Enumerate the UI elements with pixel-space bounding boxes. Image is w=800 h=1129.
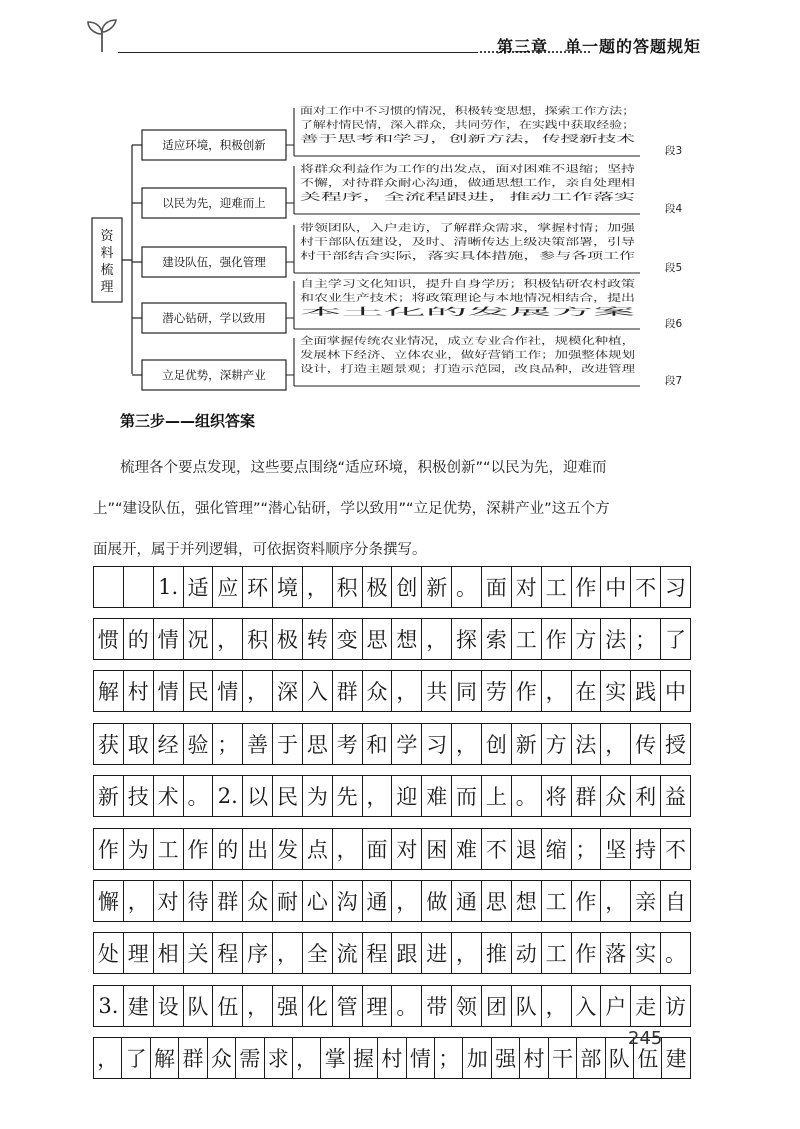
grid-cell: 益 — [664, 785, 686, 809]
grid-row — [93, 985, 691, 1027]
grid-cell: 了 — [122, 1038, 150, 1078]
grid-cell: 沟 — [333, 881, 363, 921]
grid-cell: 授 — [664, 733, 686, 757]
grid-row — [93, 1037, 691, 1079]
grid-cell: 民 — [184, 671, 214, 711]
grid-cell: 村 — [124, 671, 154, 711]
grid-cell: 作 — [94, 829, 124, 869]
grid-cell: 点 — [303, 829, 333, 869]
grid-cell: 取 — [124, 724, 154, 764]
grid-cell: 极 — [363, 567, 393, 607]
body-text-line: 梳理各个要点发现，这些要点围绕“适应环境，积极创新”“以民为先，迎难而 — [120, 460, 607, 476]
grid-cell: 群 — [213, 881, 243, 921]
grid-cell: 习 — [422, 724, 452, 764]
grid-cell: 作 — [572, 567, 602, 607]
grid-cell: 进 — [422, 933, 452, 973]
grid-cell: 面 — [482, 567, 512, 607]
grid-cell: 掌 — [321, 1038, 349, 1078]
grid-cell — [94, 567, 124, 607]
grid-cell: 干 — [549, 1038, 577, 1078]
grid-cell: 不 — [631, 567, 661, 607]
grid-cell: 于 — [273, 724, 303, 764]
mindmap-paragraph-ref: 段6 — [665, 318, 683, 330]
grid-cell: ， — [124, 881, 154, 921]
grid-cell: 想 — [512, 881, 542, 921]
grid-cell: 面 — [363, 829, 393, 869]
grid-cell: 方 — [572, 619, 602, 659]
grid-cell: 经 — [154, 724, 184, 764]
grid-cell: 队 — [512, 986, 542, 1026]
grid-cell: 序 — [243, 933, 273, 973]
mindmap-branch-label: 潜心钻研，学以致用 — [162, 311, 266, 325]
grid-cell: 群 — [179, 1038, 207, 1078]
grid-cell: 惯 — [94, 619, 124, 659]
grid-cell: 众 — [208, 1038, 236, 1078]
grid-row — [93, 566, 691, 608]
grid-cell: 探 — [452, 619, 482, 659]
grid-cell: 工 — [542, 933, 572, 973]
grid-cell: 化 — [303, 986, 333, 1026]
grid-cell: 退 — [512, 829, 542, 869]
body-text-line: 面展开，属于并列逻辑，可依据资料顺序分条撰写。 — [93, 542, 427, 558]
grid-cell: ， — [293, 1038, 321, 1078]
grid-cell: 为 — [124, 829, 154, 869]
grid-cell: ， — [542, 986, 572, 1026]
grid-cell: 。 — [452, 567, 482, 607]
grid-cell: 中 — [601, 567, 631, 607]
grid-cell: 习 — [664, 576, 686, 600]
grid-cell: 需 — [236, 1038, 264, 1078]
grid-cell: 作 — [572, 933, 602, 973]
grid-cell: 先 — [333, 776, 363, 816]
grid-cell: 情 — [154, 619, 184, 659]
grid-cell: 工 — [542, 881, 572, 921]
grid-cell — [124, 567, 154, 607]
grid-cell: 部 — [577, 1038, 605, 1078]
grid-row — [93, 723, 691, 765]
grid-cell: 民 — [273, 776, 303, 816]
grid-cell: 。 — [512, 776, 542, 816]
grid-cell: 况 — [184, 619, 214, 659]
mindmap-description-line: 自主学习文化知识，提升自身学历；积极钻研农村政策 — [300, 279, 529, 290]
grid-cell: 新 — [422, 567, 452, 607]
grid-cell: 作 — [512, 671, 542, 711]
mindmap-paragraph-ref: 段4 — [665, 203, 683, 215]
grid-cell: 难 — [422, 776, 452, 816]
grid-cell: 新 — [512, 724, 542, 764]
grid-cell: 众 — [243, 881, 273, 921]
mindmap-description-line: 关程序，全流程跟进，推动工作落实 — [300, 192, 453, 203]
grid-cell: 强 — [273, 986, 303, 1026]
grid-cell: 的 — [213, 829, 243, 869]
header-rule — [118, 52, 478, 53]
grid-cell: 建 — [665, 1047, 687, 1071]
grid-row — [93, 828, 691, 870]
grid-cell: 管 — [333, 986, 363, 1026]
grid-cell: ， — [392, 881, 422, 921]
mindmap-root-label-3: 理 — [100, 280, 114, 295]
grid-cell: 转 — [303, 619, 333, 659]
grid-cell: 在 — [572, 671, 602, 711]
grid-cell: 亲 — [631, 881, 661, 921]
grid-cell: 了 — [664, 628, 686, 652]
grid-cell: 作 — [184, 829, 214, 869]
grid-cell: 关 — [184, 933, 214, 973]
grid-cell: 相 — [154, 933, 184, 973]
mindmap-root-label-0: 资 — [100, 229, 114, 244]
grid-cell: 技 — [124, 776, 154, 816]
mindmap-description-line: 面对工作中不习惯的情况，积极转变思想，探索工作方法； — [300, 106, 548, 117]
grid-cell: 考 — [333, 724, 363, 764]
mind-map — [80, 90, 720, 400]
grid-cell: 理 — [124, 933, 154, 973]
grid-cell: 2. — [213, 776, 243, 816]
mindmap-description-line: 设计，打造主题景观；打造示范园，改良品种，改进管理 — [300, 364, 538, 375]
grid-cell: 通 — [452, 881, 482, 921]
grid-cell: 同 — [452, 671, 482, 711]
grid-cell: 的 — [124, 619, 154, 659]
grid-cell: 动 — [512, 933, 542, 973]
grid-cell: 理 — [363, 986, 393, 1026]
grid-cell: 法 — [601, 619, 631, 659]
mindmap-root-label-2: 梳 — [100, 263, 114, 278]
grid-cell: ， — [542, 671, 572, 711]
grid-cell: 将 — [542, 776, 572, 816]
mindmap-description-line: 村干部结合实际，落实具体措施，参与各项工作 — [300, 251, 500, 262]
grid-cell: 自 — [664, 890, 686, 914]
grid-cell: 积 — [333, 567, 363, 607]
mindmap-description-line: 全面掌握传统农业情况，成立专业合作社，规模化种植， — [300, 336, 538, 347]
grid-cell: 以 — [243, 776, 273, 816]
grid-row — [93, 670, 691, 712]
grid-cell: 入 — [572, 986, 602, 1026]
grid-cell: 不 — [664, 838, 686, 862]
grid-cell: 程 — [363, 933, 393, 973]
grid-cell: ， — [601, 881, 631, 921]
grid-cell: 群 — [333, 671, 363, 711]
grid-cell: 思 — [482, 881, 512, 921]
grid-cell: 村 — [520, 1038, 548, 1078]
grid-cell: 。 — [392, 986, 422, 1026]
grid-cell: 户 — [601, 986, 631, 1026]
grid-cell: 队 — [606, 1038, 634, 1078]
grid-cell: 懈 — [94, 881, 124, 921]
grid-cell: 群 — [572, 776, 602, 816]
grid-cell: 全 — [303, 933, 333, 973]
grid-cell: 劳 — [482, 671, 512, 711]
mindmap-paragraph-ref: 段7 — [665, 375, 683, 387]
grid-cell: 难 — [452, 829, 482, 869]
grid-cell: 握 — [350, 1038, 378, 1078]
step-heading: 第三步——组织答案 — [120, 412, 256, 430]
grid-cell: 善 — [243, 724, 273, 764]
grid-cell: 伍 — [213, 986, 243, 1026]
grid-cell: 作 — [542, 619, 572, 659]
grid-cell: 利 — [631, 776, 661, 816]
grid-cell: 学 — [392, 724, 422, 764]
grid-cell: ； — [213, 724, 243, 764]
grid-cell: ， — [363, 776, 393, 816]
grid-cell: 应 — [213, 567, 243, 607]
mindmap-branch-label: 立足优势，深耕产业 — [162, 368, 266, 382]
mindmap-description-line: 了解村情民情，深入群众，共同劳作，在实践中获取经验； — [300, 120, 548, 131]
grid-cell: 坚 — [601, 829, 631, 869]
grid-cell: 和 — [363, 724, 393, 764]
grid-cell: 思 — [303, 724, 333, 764]
grid-cell: 领 — [452, 986, 482, 1026]
grid-cell: ， — [422, 619, 452, 659]
grid-cell: 创 — [392, 567, 422, 607]
grid-cell: 中 — [664, 680, 686, 704]
grid-cell: 加 — [463, 1038, 491, 1078]
grid-cell: 求 — [265, 1038, 293, 1078]
grid-cell: 获 — [94, 724, 124, 764]
grid-cell: 强 — [492, 1038, 520, 1078]
grid-cell: 解 — [151, 1038, 179, 1078]
grid-cell: 待 — [184, 881, 214, 921]
mindmap-description-line: 发展林下经济、立体农业，做好营销工作；加强整体规划 — [300, 350, 538, 361]
grid-cell: 众 — [601, 776, 631, 816]
grid-cell: 做 — [422, 881, 452, 921]
grid-cell: ， — [601, 724, 631, 764]
grid-cell: ； — [631, 619, 661, 659]
grid-cell: 工 — [154, 829, 184, 869]
grid-cell: 积 — [243, 619, 273, 659]
grid-cell: 发 — [273, 829, 303, 869]
grid-cell: 方 — [542, 724, 572, 764]
grid-cell: 法 — [572, 724, 602, 764]
grid-cell: 想 — [392, 619, 422, 659]
grid-cell: 共 — [422, 671, 452, 711]
grid-cell: 流 — [333, 933, 363, 973]
mindmap-trunk — [122, 145, 132, 374]
grid-cell: ， — [213, 619, 243, 659]
grid-cell: 通 — [363, 881, 393, 921]
mindmap-description-line: 村干部队伍建设，及时、清晰传达上级决策部署，引导 — [300, 237, 529, 248]
grid-cell: 术 — [154, 776, 184, 816]
grid-cell: 情 — [154, 671, 184, 711]
grid-cell: 建 — [124, 986, 154, 1026]
mindmap-description-line: 本土化的发展方案 — [300, 307, 377, 318]
grid-cell: 3. — [94, 986, 124, 1026]
grid-cell: 1. — [154, 567, 184, 607]
grid-cell: 众 — [363, 671, 393, 711]
mindmap-branch-label: 建设队伍，强化管理 — [162, 255, 266, 269]
grid-cell: ， — [94, 1038, 122, 1078]
grid-cell: 缩 — [542, 829, 572, 869]
grid-cell: 访 — [664, 995, 686, 1019]
grid-cell: 深 — [273, 671, 303, 711]
grid-cell: 新 — [94, 776, 124, 816]
grid-cell: 程 — [213, 933, 243, 973]
mindmap-description-line: 善于思考和学习，创新方法，传授新技术 — [300, 134, 472, 145]
grid-cell: 验 — [184, 724, 214, 764]
grid-cell: 索 — [482, 619, 512, 659]
grid-cell: ， — [273, 933, 303, 973]
grid-cell: 处 — [94, 933, 124, 973]
grid-cell: ； — [435, 1038, 463, 1078]
grid-cell: 创 — [482, 724, 512, 764]
grid-cell: 走 — [631, 986, 661, 1026]
grid-cell: 团 — [482, 986, 512, 1026]
grid-cell: ， — [333, 829, 363, 869]
grid-cell: 队 — [184, 986, 214, 1026]
grid-row — [93, 618, 691, 660]
page-number: 245 — [628, 1028, 663, 1049]
grid-cell: 极 — [273, 619, 303, 659]
grid-cell: 落 — [601, 933, 631, 973]
grid-cell: ， — [243, 671, 273, 711]
grid-cell: ， — [303, 567, 333, 607]
body-text-line: 上”“建设队伍，强化管理”“潜心钻研，学以致用”“立足优势，深耕产业”这五个方 — [93, 501, 610, 517]
mindmap-description-line: 将群众利益作为工作的出发点，面对困难不退缩；坚持 — [300, 164, 529, 175]
grid-row — [93, 775, 691, 817]
grid-cell: 适 — [184, 567, 214, 607]
grid-cell: 。 — [664, 942, 686, 966]
grid-cell: 。 — [184, 776, 214, 816]
grid-cell: 推 — [482, 933, 512, 973]
grid-cell: 心 — [303, 881, 333, 921]
grid-cell: 带 — [422, 986, 452, 1026]
grid-cell: 设 — [154, 986, 184, 1026]
grid-cell: 环 — [243, 567, 273, 607]
grid-cell: 持 — [631, 829, 661, 869]
grid-cell: 解 — [94, 671, 124, 711]
grid-cell: 不 — [482, 829, 512, 869]
grid-cell: 情 — [213, 671, 243, 711]
grid-cell: 上 — [482, 776, 512, 816]
grid-cell: 困 — [422, 829, 452, 869]
mindmap-root-label-1: 料 — [100, 246, 114, 261]
grid-row — [93, 932, 691, 974]
sprout-icon — [82, 14, 122, 54]
grid-cell: 伍 — [634, 1038, 662, 1078]
grid-cell: 实 — [631, 933, 661, 973]
grid-cell: 而 — [452, 776, 482, 816]
grid-cell: 变 — [333, 619, 363, 659]
grid-cell: ， — [243, 986, 273, 1026]
grid-cell: 对 — [392, 829, 422, 869]
mindmap-paragraph-ref: 段3 — [665, 145, 683, 157]
grid-row — [93, 880, 691, 922]
grid-cell: 入 — [303, 671, 333, 711]
grid-cell: 对 — [154, 881, 184, 921]
grid-cell: 传 — [631, 724, 661, 764]
grid-cell: 村 — [378, 1038, 406, 1078]
grid-cell: ； — [572, 829, 602, 869]
grid-cell: 为 — [303, 776, 333, 816]
grid-cell: ， — [392, 671, 422, 711]
mindmap-description-line: 不懈，对待群众耐心沟通，做通思想工作，亲自处理相 — [300, 178, 529, 189]
grid-cell: 对 — [512, 567, 542, 607]
mindmap-paragraph-ref: 段5 — [665, 262, 683, 274]
mindmap-branch-label: 适应环境，积极创新 — [162, 138, 266, 152]
mindmap-description-line: 带领团队，入户走访，了解群众需求，掌握村情；加强 — [300, 223, 529, 234]
grid-cell: 践 — [631, 671, 661, 711]
grid-cell: 思 — [363, 619, 393, 659]
grid-cell: 工 — [512, 619, 542, 659]
mindmap-description-line: 和农业生产技术；将政策理论与本地情况相结合，提出 — [300, 293, 529, 304]
grid-cell: 耐 — [273, 881, 303, 921]
grid-cell: ， — [452, 933, 482, 973]
grid-cell: 情 — [407, 1038, 435, 1078]
grid-cell: ， — [452, 724, 482, 764]
mindmap-branch-label: 以民为先，迎难而上 — [162, 196, 266, 210]
grid-cell: 作 — [572, 881, 602, 921]
grid-cell: 实 — [601, 671, 631, 711]
grid-cell: 迎 — [392, 776, 422, 816]
grid-cell: 跟 — [392, 933, 422, 973]
grid-cell: 工 — [542, 567, 572, 607]
grid-cell: 境 — [273, 567, 303, 607]
chapter-title: 第三章 单一题的答题规矩 — [497, 37, 702, 56]
grid-cell: 出 — [243, 829, 273, 869]
